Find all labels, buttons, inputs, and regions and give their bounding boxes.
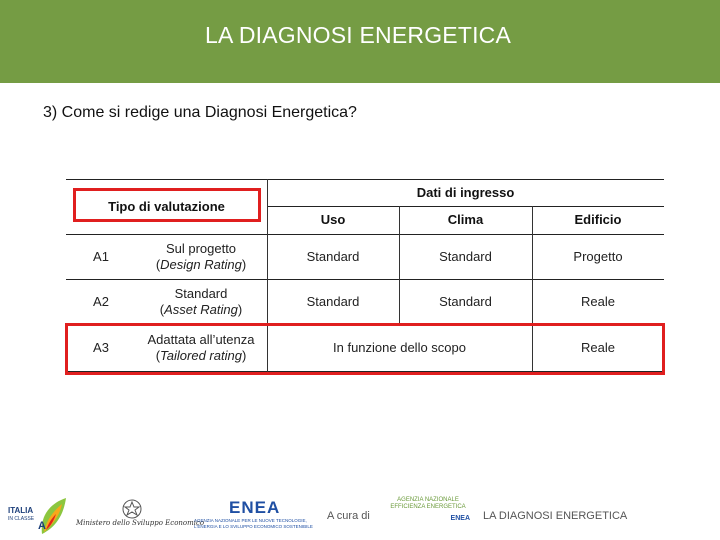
italia-logo-line1: ITALIA (8, 506, 34, 515)
highlight-box-type-header (73, 188, 261, 222)
row-a3-type-line2: (Tailored rating) (155, 348, 247, 363)
italia-logo-line2: IN CLASSE (8, 516, 35, 522)
header-cell-edificio: Edificio (574, 212, 622, 227)
row-a2-edificio: Reale (581, 294, 615, 309)
header-banner (0, 0, 720, 83)
header-cell-input-data: Dati di ingresso (416, 184, 515, 200)
row-a1-clima: Standard (439, 248, 492, 264)
row-a1-code: A1 (93, 248, 109, 264)
row-a2-uso: Standard (306, 294, 360, 309)
enea-subtext-line2: L'ENERGIA E LO SVILUPPO ECONOMICO SOSTENIBILE (194, 524, 313, 529)
italia-in-classe-a-logo (8, 496, 70, 536)
section-question: 3) Come si redige una Diagnosi Energetica? (43, 104, 357, 121)
agency-line2: EFFICIENZA ENERGETICA (390, 504, 466, 510)
a-cura-di-label: A cura di (327, 510, 370, 522)
row-a3-type-line1: Adattata all’utenza (147, 332, 255, 347)
highlight-box-row-a3 (65, 323, 665, 375)
italia-logo-line3: A (38, 520, 46, 532)
row-a1-type (136, 234, 266, 279)
agency-line1: AGENZIA NAZIONALE (397, 497, 459, 503)
row-a1-uso: Standard (306, 248, 360, 264)
agency-enea-mark: ENEA (450, 515, 470, 522)
ministry-signature: Ministero dello Sviluppo Economico (76, 519, 205, 527)
row-a3-merged: In funzione dello scopo (333, 340, 466, 355)
row-a1-type-line2: (Design Rating) (155, 256, 247, 272)
row-a2-clima: Standard (439, 294, 492, 309)
row-a2-type-line1: Standard (174, 286, 228, 301)
footer-title: LA DIAGNOSI ENERGETICA (483, 510, 628, 522)
enea-subtext (194, 518, 313, 530)
agenzia-efficienza-logo (382, 497, 474, 531)
row-a1-type-line1: Sul progetto (165, 240, 237, 256)
row-a3-code: A3 (93, 340, 109, 355)
row-a1-edificio: Progetto (573, 248, 623, 264)
republic-emblem-icon (121, 498, 143, 520)
page-title: LA DIAGNOSI ENERGETICA (204, 22, 512, 48)
enea-subtext-line1: AGENZIA NAZIONALE PER LE NUOVE TECNOLOGIE, (194, 518, 307, 523)
header-cell-type: Tipo di valutazione (108, 199, 225, 214)
row-a2-type-line2: (Asset Rating) (159, 302, 243, 317)
row-a2-type (136, 279, 266, 325)
row-a2-code: A2 (93, 294, 109, 309)
footer (0, 488, 720, 540)
enea-logo: ENEA (229, 498, 281, 517)
row-a3-edificio: Reale (581, 340, 615, 355)
header-cell-uso: Uso (320, 212, 346, 227)
header-cell-clima: Clima (447, 212, 484, 227)
